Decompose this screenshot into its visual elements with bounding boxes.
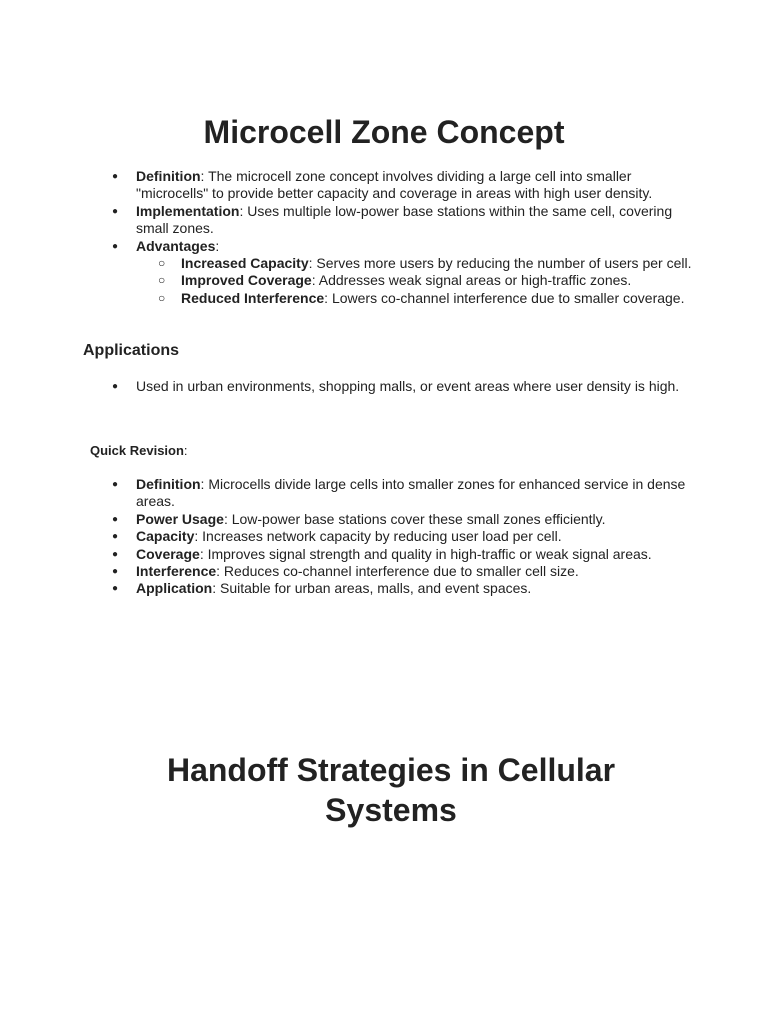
item-term: Definition — [136, 476, 201, 492]
list-item — [112, 476, 692, 511]
sublist-item — [158, 272, 692, 289]
item-text: : The microcell zone concept involves dividing a large cell into smaller "microcells" to provide better capacity and coverage in areas with high user density. — [136, 168, 653, 202]
item-term: Application — [136, 580, 213, 597]
item-text: : Uses multiple low-power base stations within the same cell, covering small zones. — [136, 202, 673, 237]
quick-revision-heading — [90, 443, 188, 458]
item-text: : Lowers co-channel interference due to smaller coverage. — [324, 289, 685, 306]
item-text: : Increases network capacity by reducing user load per cell. — [194, 528, 562, 545]
item-term: Interference — [136, 563, 217, 580]
item-text: : Improves signal strength and quality in high-traffic or weak signal areas. — [199, 545, 652, 562]
sublist-item — [158, 255, 692, 272]
item-term: Advantages — [136, 237, 216, 254]
list-item — [112, 238, 692, 308]
item-text: : Addresses weak signal areas or high-traffic zones. — [311, 272, 632, 289]
item-term: Reduced Interference — [181, 289, 325, 306]
item-term: Capacity — [136, 528, 195, 545]
advantages-sublist — [158, 255, 692, 307]
item-text: : Low-power base stations cover these small zones efficiently. — [223, 510, 606, 527]
section-title: Handoff Strategies in Cellular Systems — [166, 752, 616, 828]
list-item — [112, 563, 692, 580]
list-item — [112, 168, 692, 203]
applications-list — [112, 378, 692, 395]
list-item — [112, 580, 692, 597]
list-item — [112, 511, 692, 528]
list-item — [112, 546, 692, 563]
page-title: Microcell Zone Concept — [203, 114, 565, 150]
quick-revision-colon: : — [183, 443, 188, 458]
list-item — [112, 203, 692, 238]
item-term: Coverage — [136, 545, 200, 562]
quick-revision-list — [112, 476, 692, 598]
concept-list — [112, 168, 692, 307]
sublist-item — [158, 290, 692, 307]
item-term: Increased Capacity — [181, 255, 309, 272]
item-term: Improved Coverage — [181, 272, 312, 289]
applications-heading: Applications — [83, 342, 180, 359]
item-text: : Serves more users by reducing the number of users per cell. — [308, 255, 692, 272]
item-text: : Microcells divide large cells into smaller zones for enhanced service in dense areas. — [136, 476, 686, 510]
quick-revision-label: Quick Revision — [90, 443, 184, 458]
list-item — [112, 528, 692, 545]
item-term: Definition — [136, 168, 201, 184]
item-text: : Reduces co-channel interference due to smaller cell size. — [216, 563, 579, 580]
list-item: ● Used in urban environments, shopping malls, or event areas where user density is high. — [112, 378, 692, 395]
item-term: Implementation — [136, 202, 240, 219]
item-text: : — [215, 237, 220, 254]
item-text: : Suitable for urban areas, malls, and event spaces. — [212, 580, 532, 597]
item-term: Power Usage — [136, 510, 224, 527]
